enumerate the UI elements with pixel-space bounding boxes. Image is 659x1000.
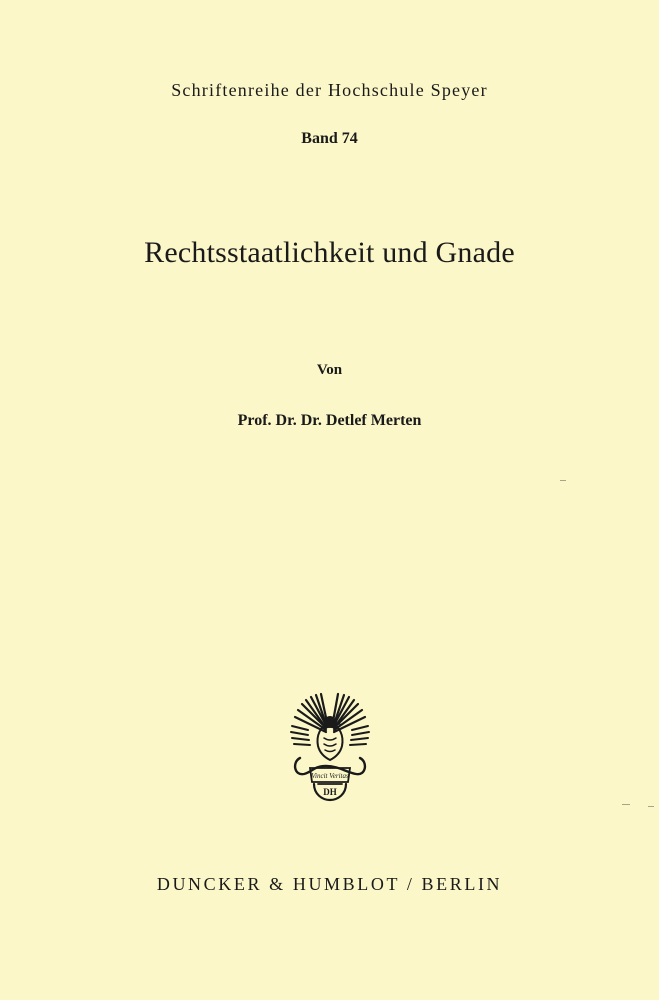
paper-speck bbox=[622, 804, 630, 805]
book-title: Rechtsstaatlichkeit und Gnade bbox=[144, 236, 515, 269]
by-label: Von bbox=[316, 362, 343, 378]
paper-speck bbox=[560, 480, 566, 481]
publisher-logo bbox=[286, 692, 376, 804]
series-title: Schriftenreihe der Hochschule Speyer bbox=[171, 80, 488, 100]
paper-speck bbox=[648, 806, 654, 807]
eagle-emblem-icon bbox=[286, 692, 376, 804]
volume-number: Band 74 bbox=[301, 130, 358, 147]
emblem-initials: DH bbox=[323, 787, 337, 797]
publisher-name: DUNCKER & HUMBLOT / BERLIN bbox=[156, 874, 503, 894]
emblem-motto: Vincit Veritas bbox=[311, 772, 349, 780]
author-name: Prof. Dr. Dr. Detlef Merten bbox=[237, 412, 422, 429]
